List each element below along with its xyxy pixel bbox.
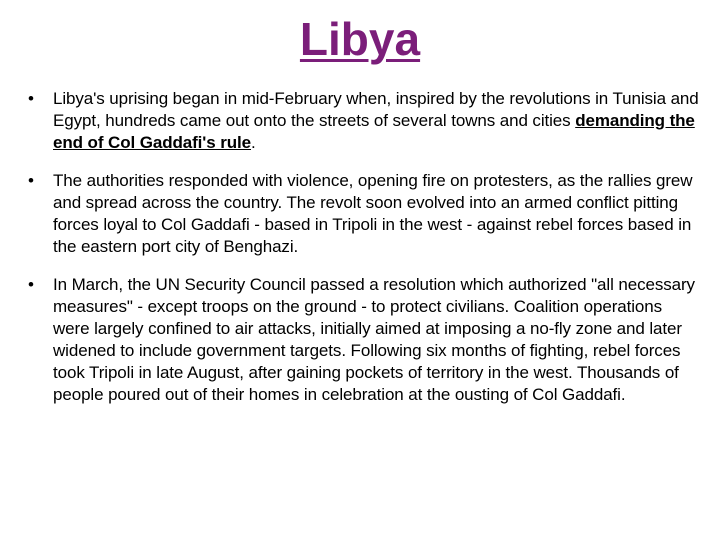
bullet-text: Libya's uprising began in mid-February when, inspired by the revolutions in Tunisia and Egypt, hundreds came out onto the streets of several towns and cities: [53, 89, 699, 130]
bullet-text: The authorities responded with violence, opening fire on protesters, as the rallies grew and spread across the country. The revolt soon evolved into an armed conflict pitting forces loyal to Col Gaddafi - based in Tripoli in the west - against rebel forces based in the eastern port city of Benghazi.: [53, 171, 693, 256]
slide-title: Libya: [299, 13, 421, 65]
bullet-text-end: .: [251, 133, 256, 152]
bullet-item-un-resolution: [24, 274, 700, 406]
bullet-icon: •: [28, 171, 34, 190]
bullet-text: In March, the UN Security Council passed a resolution which authorized "all necessary measures" - except troops on the ground - to protect civilians. Coalition operations were largely confined to air attacks, initially aimed at imposing a no-fly zone and later widened to include government targets. Following six months of fighting, rebel forces took Tripoli in late August, after gaining pockets of territory in the west. Thousands of people poured out of their homes in celebration at the ousting of Col Gaddafi.: [53, 275, 695, 404]
bullet-icon: •: [28, 275, 34, 294]
bullet-emphasis-text: demanding the end of Col Gaddafi's rule: [53, 111, 695, 152]
bullet-item-authorities: [24, 170, 700, 258]
bullet-item-uprising: [24, 88, 700, 154]
bullet-list: [24, 88, 700, 406]
bullet-icon: •: [28, 89, 34, 108]
